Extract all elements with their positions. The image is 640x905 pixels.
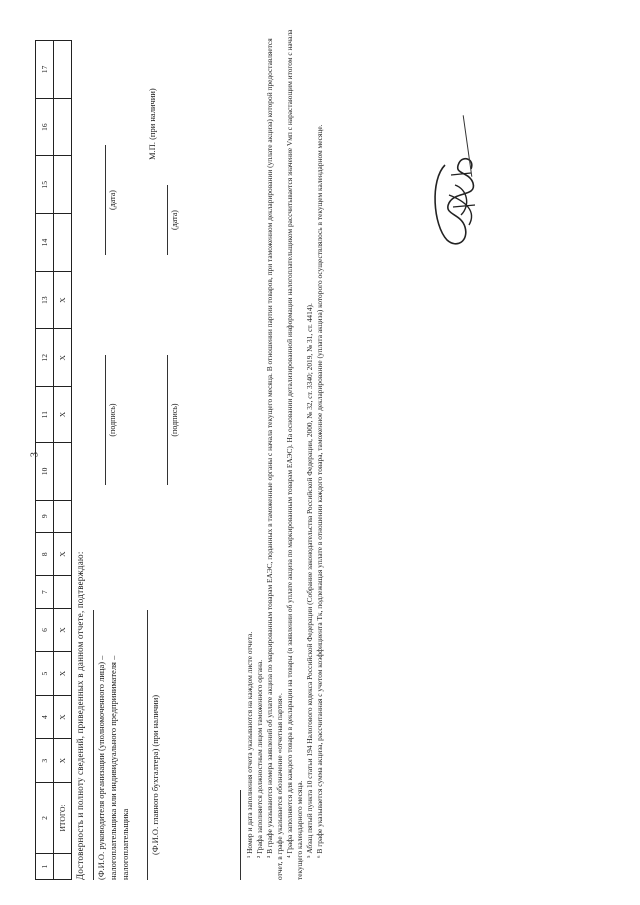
table-cell bbox=[54, 443, 72, 501]
table-header-cell: 3 bbox=[36, 739, 54, 783]
footnote-2: ² Графа заполняется должностным лицом таможенного органа. bbox=[255, 659, 264, 858]
table-cell bbox=[54, 576, 72, 608]
table-header-cell: 17 bbox=[36, 41, 54, 99]
table-header-cell: 13 bbox=[36, 271, 54, 329]
page-number: 3 bbox=[29, 452, 41, 457]
table-cell-total-label: ИТОГО: bbox=[54, 783, 72, 854]
accountant-signature-caption: (подпись) bbox=[170, 403, 179, 437]
table-cell: X bbox=[54, 695, 72, 739]
table-header-cell: 14 bbox=[36, 214, 54, 272]
table-cell: X bbox=[54, 608, 72, 652]
head-date-line bbox=[105, 145, 106, 255]
table-cell bbox=[54, 98, 72, 156]
table-cell: X bbox=[54, 652, 72, 696]
table-header-cell: 1 bbox=[36, 854, 54, 880]
table-cell bbox=[54, 214, 72, 272]
head-fio-line bbox=[93, 610, 94, 880]
head-signature-line bbox=[105, 355, 106, 485]
handwritten-signature bbox=[425, 145, 505, 255]
footnotes bbox=[245, 20, 325, 880]
table-header-cell: 12 bbox=[36, 329, 54, 387]
table-cell: X bbox=[54, 739, 72, 783]
accountant-fio-label: (Ф.И.О. главного бухгалтера) (при наличии) bbox=[150, 694, 160, 855]
footnote-3: ³ В графе указываются номера заявлений об уплате акциза по маркированным товарам ЕАЭС, поданных в таможенные органы с начала текущего месяца. В отношении партии товаров, при таможенном декларировании (уплате акциза) которой предоставляется отчет, в графе указывается обозначение «отчетная партия». bbox=[265, 38, 284, 880]
table-cell bbox=[54, 156, 72, 214]
table-header-cell: 5 bbox=[36, 652, 54, 696]
table-header-cell: 4 bbox=[36, 695, 54, 739]
stamp-label: М.П. (при наличии) bbox=[147, 88, 157, 160]
table-cell bbox=[54, 41, 72, 99]
head-signature-caption: (подпись) bbox=[108, 403, 117, 437]
table-header-cell: 10 bbox=[36, 443, 54, 501]
document-page-rotated bbox=[35, 10, 615, 880]
footnote-separator bbox=[240, 790, 241, 880]
table-cell: X bbox=[54, 532, 72, 576]
table-header-row bbox=[36, 41, 54, 880]
head-date-caption: (дата) bbox=[108, 190, 117, 210]
table-cell: X bbox=[54, 387, 72, 443]
accountant-fio-line bbox=[147, 610, 148, 880]
footnote-4: ⁴ Графа заполняется для каждого товара в декларации на товары (в заявлении об уплате акциза по маркированным товарам ЕАЭС). На основании детализированной информации налогоплательщиком рассчитывается значение Vмп с нарастающим итогом с начала текущего календарного месяца. bbox=[285, 29, 304, 880]
report-table bbox=[35, 40, 72, 880]
accountant-date-line bbox=[167, 185, 168, 255]
accountant-date-caption: (дата) bbox=[170, 210, 179, 230]
table-header-cell: 11 bbox=[36, 387, 54, 443]
table-header-cell: 15 bbox=[36, 156, 54, 214]
table-header-cell: 9 bbox=[36, 500, 54, 532]
table-header-cell: 8 bbox=[36, 532, 54, 576]
table-header-cell: 6 bbox=[36, 608, 54, 652]
table-cell bbox=[54, 854, 72, 880]
footnote-6: ⁶ В графе указывается сумма акциза, рассчитанная с учетом коэффициента Tк, подлежащая уплате в отношении каждого товара, таможенное декларирование (уплата акциза) которого осуществлялось в текущем календарном месяце. bbox=[315, 124, 324, 858]
head-fio-label: (Ф.И.О. руководителя организации (уполномоченного лица) – налогоплательщика или индивидуального предпринимателя – налогоплательщика bbox=[96, 655, 130, 880]
table-cell bbox=[54, 500, 72, 532]
confirmation-text: Достоверность и полноту сведений, приведенных в данном отчете, подтверждаю: bbox=[75, 551, 85, 880]
table-header-cell: 16 bbox=[36, 98, 54, 156]
table-total-row bbox=[54, 41, 72, 880]
footnote-1: ¹ Номер и дата заполнения отчета указываются на каждом листе отчета. bbox=[245, 631, 254, 858]
table-header-cell: 2 bbox=[36, 783, 54, 854]
footnote-5: ⁵ Абзац пятый пункта 10 статьи 194 Налогового кодекса Российской Федерации (Собрание законодательства Российской Федерации, 2000, № 32, ст. 3340; 2019, № 31, ст. 4414). bbox=[305, 303, 314, 858]
table-header-cell: 7 bbox=[36, 576, 54, 608]
accountant-signature-line bbox=[167, 355, 168, 485]
table-cell: X bbox=[54, 329, 72, 387]
table-cell: X bbox=[54, 271, 72, 329]
